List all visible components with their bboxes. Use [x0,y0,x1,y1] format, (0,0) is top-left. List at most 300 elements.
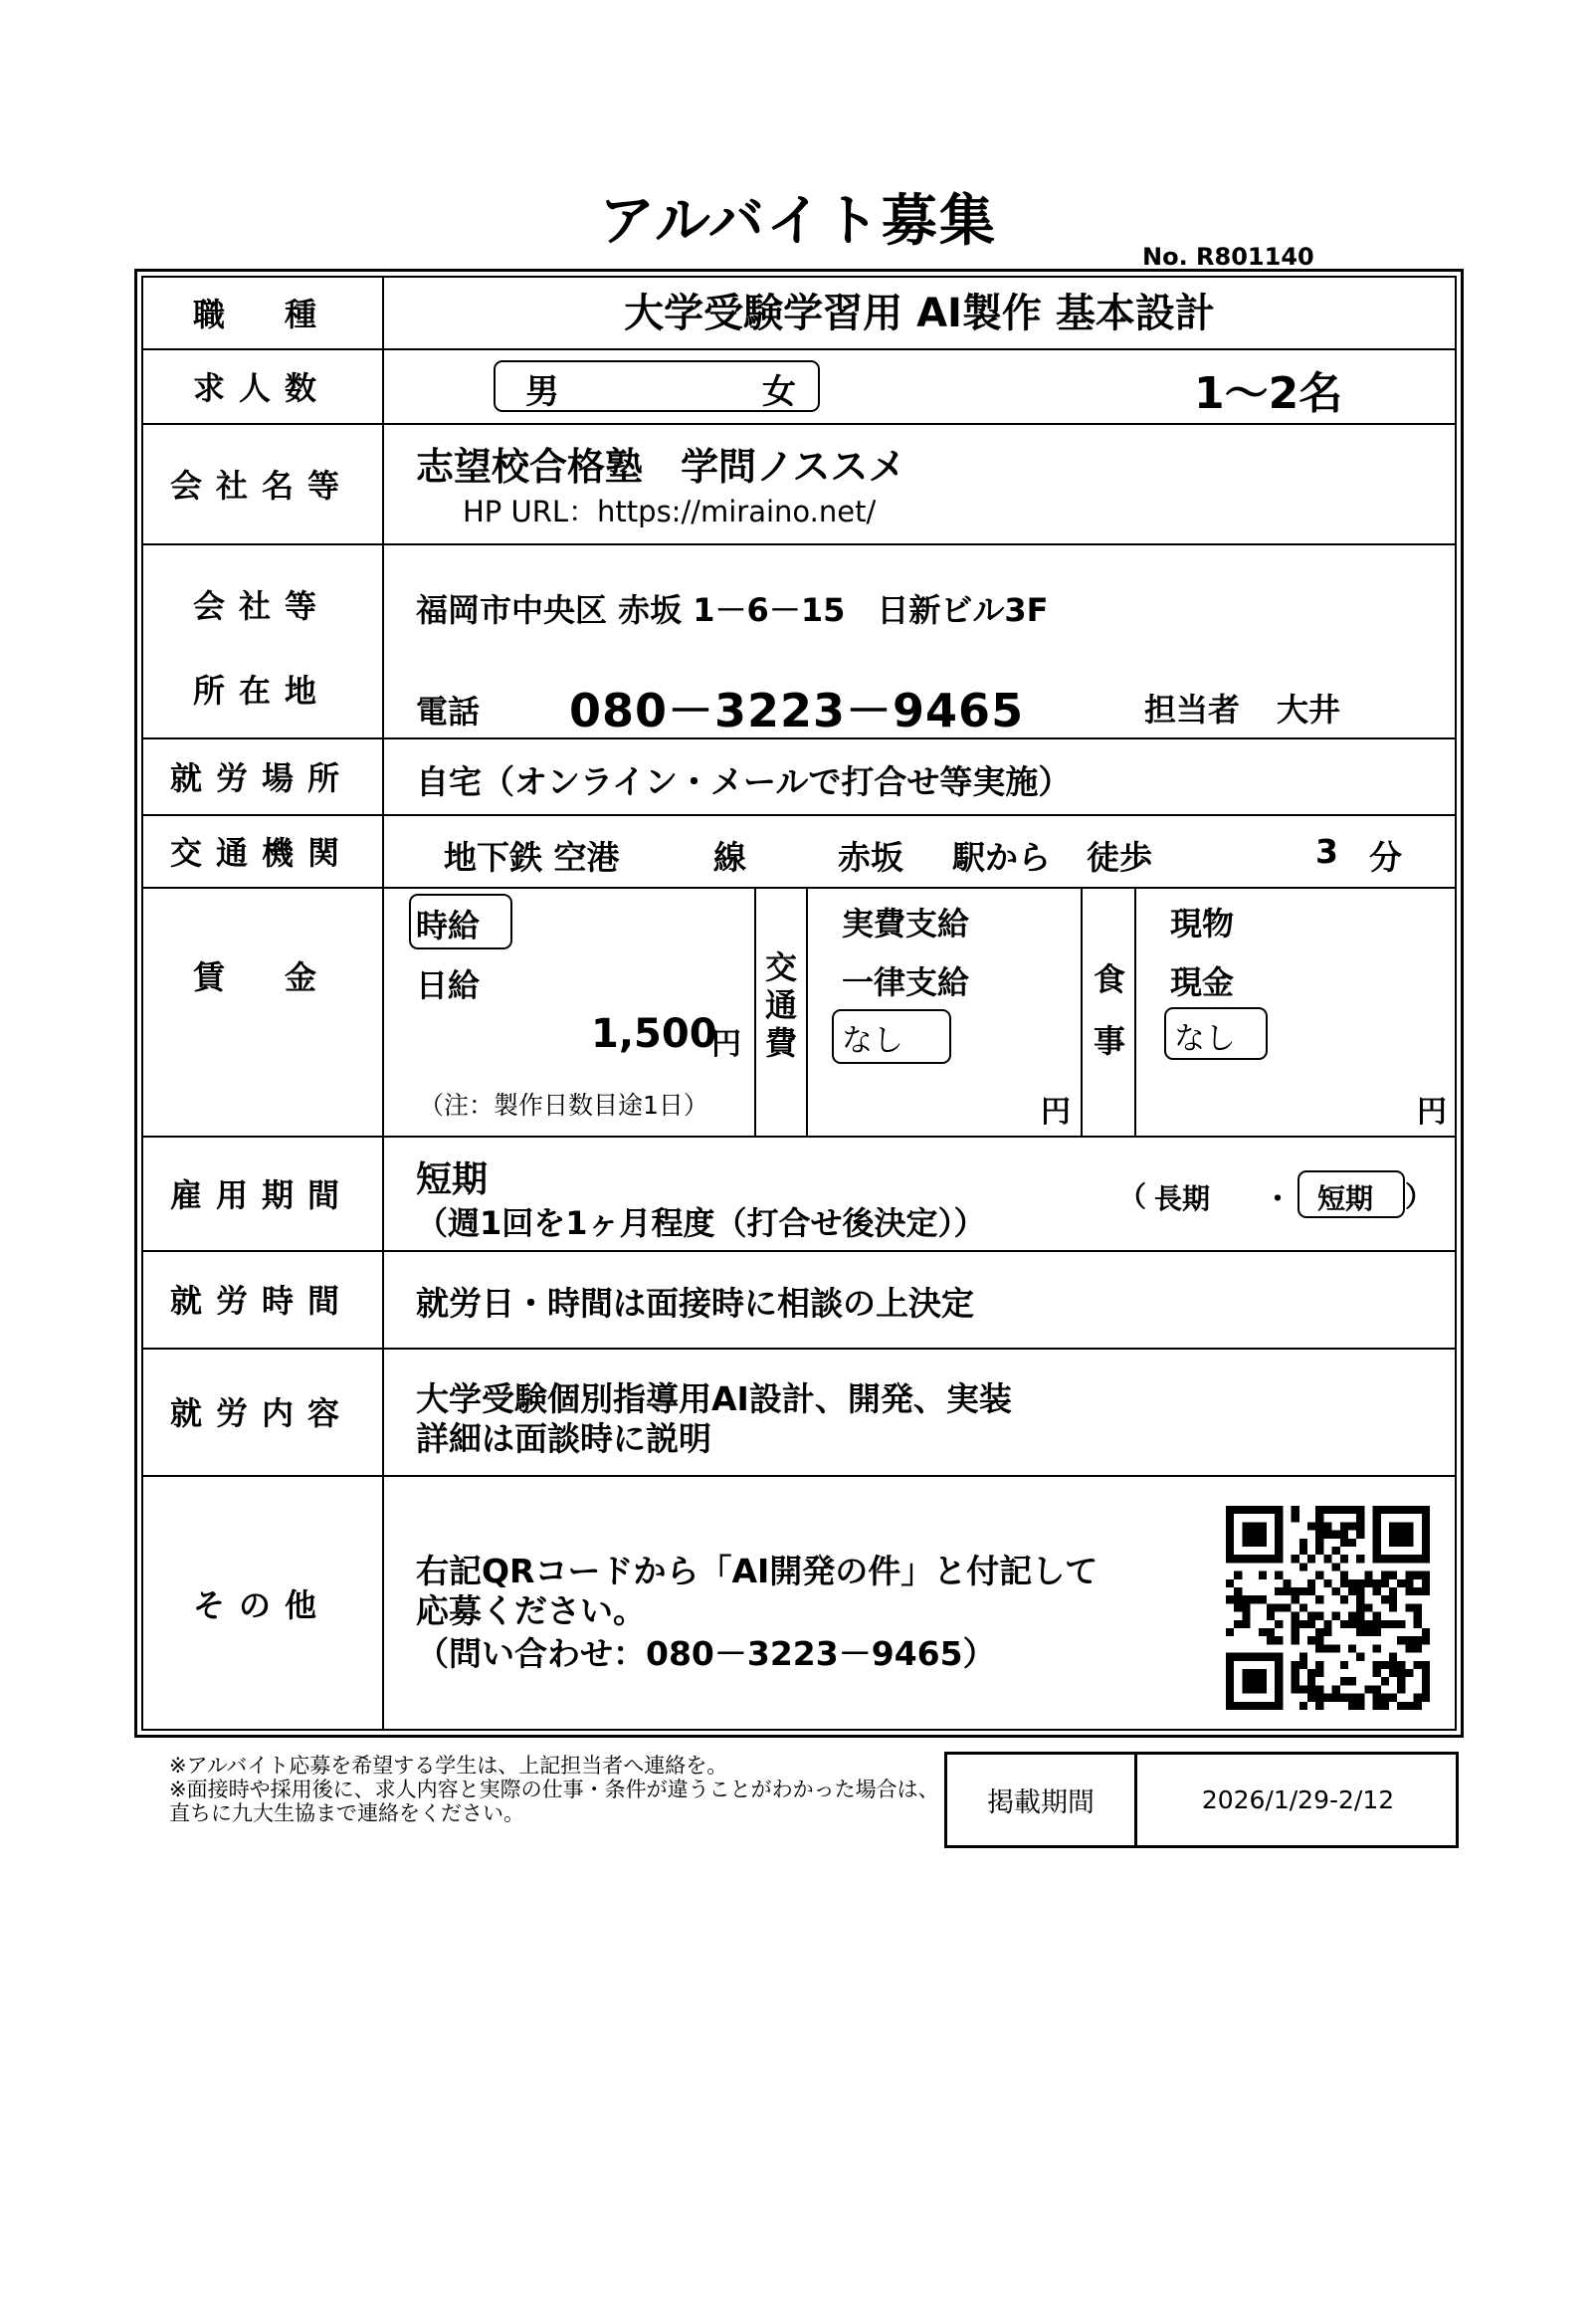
qr-module [1234,1555,1242,1563]
qr-module [1397,1685,1405,1693]
qr-code-icon[interactable] [1226,1506,1430,1710]
meal-yen: 円 [1417,1095,1447,1130]
qr-module [1389,1539,1397,1547]
qr-module [1315,1514,1323,1522]
transport-line-suffix: 線 [713,838,746,877]
qr-module [1373,1555,1381,1563]
qr-module [1267,1506,1275,1514]
qr-module [1389,1555,1397,1563]
qr-module [1283,1579,1291,1587]
qr-module [1234,1653,1242,1661]
qr-module [1422,1694,1430,1702]
qr-module [1259,1702,1267,1710]
qr-module [1251,1531,1259,1539]
qr-module [1405,1531,1413,1539]
qr-module [1299,1563,1307,1571]
qr-module [1275,1620,1283,1628]
qr-module [1332,1563,1340,1571]
qr-module [1348,1539,1356,1547]
qr-module [1397,1522,1405,1530]
qr-module [1389,1661,1397,1669]
qr-module [1251,1522,1259,1530]
qr-module [1405,1587,1413,1595]
qr-module [1373,1506,1381,1514]
qr-module [1348,1702,1356,1710]
qr-module [1315,1669,1323,1677]
qr-module [1259,1685,1267,1693]
phone-number[interactable]: 080－3223－9465 [569,684,1025,737]
qr-module [1315,1572,1323,1579]
qr-module [1259,1506,1267,1514]
qr-module [1242,1555,1250,1563]
qr-module [1340,1677,1348,1685]
qr-module [1356,1702,1364,1710]
qr-module [1348,1694,1356,1702]
qr-module [1307,1579,1315,1587]
qr-module [1332,1694,1340,1702]
qr-module [1323,1694,1331,1702]
qr-module [1397,1677,1405,1685]
qr-module [1307,1587,1315,1595]
label-openings [141,348,382,423]
transport-minutes-unit: 分 [1369,838,1402,877]
qr-module [1242,1669,1250,1677]
qr-module [1405,1539,1413,1547]
qr-module [1340,1661,1348,1669]
qr-module [1226,1653,1234,1661]
gender-male: 男 [525,372,559,412]
qr-module [1315,1531,1323,1539]
qr-module [1292,1612,1299,1620]
qr-module [1292,1555,1299,1563]
label-location-text1: 会社等 [192,587,330,625]
qr-module [1389,1603,1397,1611]
qr-module [1292,1514,1299,1522]
qr-module [1242,1603,1250,1611]
qr-module [1381,1620,1389,1628]
qr-module [1348,1677,1356,1685]
qr-module [1292,1661,1299,1669]
label-workplace-text: 就労場所 [169,758,353,797]
qr-module [1307,1677,1315,1685]
qr-module [1414,1587,1422,1595]
qr-module [1373,1644,1381,1652]
qr-module [1259,1669,1267,1677]
qr-module [1251,1595,1259,1603]
qr-module [1340,1694,1348,1702]
address: 福岡市中央区 赤坂 1－6－15 日新ビル3F [416,591,1049,629]
label-other-text: その他 [192,1585,330,1624]
qr-module [1373,1685,1381,1693]
qr-module [1292,1677,1299,1685]
qr-module [1381,1579,1389,1587]
period-dot: ・ [1264,1182,1293,1215]
qr-module [1242,1522,1250,1530]
qr-module [1242,1506,1250,1514]
qr-module [1405,1579,1413,1587]
qr-module [1267,1636,1275,1644]
qr-module [1381,1702,1389,1710]
qr-module [1364,1603,1372,1611]
qr-module [1414,1620,1422,1628]
label-wage-text: 賃 金 [192,958,330,996]
qr-module [1275,1669,1283,1677]
transport-fee-label-text: 交通費 [764,948,797,1062]
qr-module [1292,1587,1299,1595]
qr-module [1414,1603,1422,1611]
qr-module [1356,1579,1364,1587]
qr-module [1226,1579,1234,1587]
qr-module [1422,1661,1430,1669]
qr-module [1340,1595,1348,1603]
qr-module [1307,1612,1315,1620]
qr-module [1226,1694,1234,1702]
transport-minutes: 3 [1315,832,1338,871]
qr-module [1275,1603,1283,1611]
openings-count: 1～2名 [1194,368,1343,419]
qr-module [1332,1547,1340,1555]
qr-module [1315,1595,1323,1603]
qr-module [1259,1555,1267,1563]
qr-module [1348,1506,1356,1514]
qr-module [1414,1702,1422,1710]
qr-module [1389,1620,1397,1628]
qr-module [1348,1620,1356,1628]
qr-module [1275,1547,1283,1555]
transport-none: なし [842,1023,903,1059]
qr-module [1323,1628,1331,1636]
qr-module [1422,1587,1430,1595]
qr-module [1422,1522,1430,1530]
qr-module [1422,1531,1430,1539]
label-content-text: 就労内容 [169,1394,353,1432]
qr-module [1292,1620,1299,1628]
qr-module [1315,1539,1323,1547]
qr-module [1315,1685,1323,1693]
qr-module [1422,1636,1430,1644]
qr-module [1405,1522,1413,1530]
qr-module [1389,1522,1397,1530]
qr-module [1397,1579,1405,1587]
qr-module [1275,1661,1283,1669]
qr-module [1226,1595,1234,1603]
qr-module [1292,1506,1299,1514]
meal-label [1087,948,1132,1072]
qr-module [1251,1685,1259,1693]
qr-module [1340,1555,1348,1563]
qr-module [1381,1555,1389,1563]
qr-module [1242,1612,1250,1620]
qr-module [1242,1531,1250,1539]
qr-module [1323,1644,1331,1652]
transport-fee-label [760,948,802,1062]
qr-module [1389,1587,1397,1595]
qr-module [1348,1644,1356,1652]
publication-label: 掲載期間 [987,1787,1095,1818]
qr-module [1389,1506,1397,1514]
qr-module [1259,1572,1267,1579]
qr-module [1251,1677,1259,1685]
contact-label: 担当者 [1144,691,1241,729]
qr-module [1373,1539,1381,1547]
contact-name: 大井 [1277,691,1341,729]
qr-module [1234,1620,1242,1628]
label-transport-text: 交通機関 [169,833,353,872]
qr-module [1251,1669,1259,1677]
label-other [141,1475,382,1731]
qr-module [1283,1603,1291,1611]
qr-module [1356,1531,1364,1539]
qr-module [1422,1572,1430,1579]
qr-module [1373,1514,1381,1522]
qr-module [1348,1579,1356,1587]
qr-module [1397,1661,1405,1669]
qr-module [1307,1620,1315,1628]
qr-module [1356,1506,1364,1514]
qr-module [1422,1628,1430,1636]
wage-amount: 1,500 [591,1011,717,1057]
footer-notes [169,1754,945,1825]
wage-daily: 日給 [416,966,481,1004]
qr-module [1340,1572,1348,1579]
job-type-value: 大学受験学習用 AI製作 基本設計 [624,291,1215,336]
qr-module [1267,1702,1275,1710]
qr-module [1340,1506,1348,1514]
qr-module [1292,1595,1299,1603]
qr-module [1381,1595,1389,1603]
qr-module [1332,1531,1340,1539]
qr-module [1389,1595,1397,1603]
qr-module [1267,1653,1275,1661]
qr-module [1356,1595,1364,1603]
qr-module [1381,1677,1389,1685]
qr-module [1373,1531,1381,1539]
qr-module [1283,1587,1291,1595]
period-short: 短期 [1317,1182,1374,1215]
publication-value: 2026/1/29-2/12 [1201,1785,1395,1814]
qr-module [1356,1653,1364,1661]
qr-module [1323,1506,1331,1514]
qr-module [1356,1612,1364,1620]
qr-module [1389,1694,1397,1702]
label-hours [141,1250,382,1348]
qr-module [1234,1603,1242,1611]
qr-module [1373,1587,1381,1595]
qr-module [1259,1677,1267,1685]
qr-module [1307,1694,1315,1702]
qr-module [1315,1506,1323,1514]
qr-module [1348,1522,1356,1530]
qr-module [1323,1555,1331,1563]
label-hours-text: 就労時間 [169,1282,353,1320]
label-period-text: 雇用期間 [169,1175,353,1214]
qr-module [1226,1702,1234,1710]
qr-module [1405,1555,1413,1563]
label-location-line1 [141,572,382,636]
qr-module [1234,1595,1242,1603]
qr-module [1307,1669,1315,1677]
qr-module [1422,1685,1430,1693]
qr-module [1267,1612,1275,1620]
wage-divider [1134,887,1136,1136]
qr-module [1259,1628,1267,1636]
period-long: 長期 [1154,1182,1211,1215]
qr-module [1414,1644,1422,1652]
label-openings-text: 求人数 [192,368,330,407]
qr-module [1251,1539,1259,1547]
qr-module [1405,1603,1413,1611]
qr-module [1267,1603,1275,1611]
qr-module [1315,1694,1323,1702]
transport-station: 赤坂 [838,838,903,877]
qr-module [1299,1603,1307,1611]
qr-module [1397,1702,1405,1710]
qr-module [1356,1620,1364,1628]
qr-module [1234,1572,1242,1579]
qr-module [1275,1702,1283,1710]
qr-module [1381,1661,1389,1669]
qr-module [1307,1636,1315,1644]
qr-module [1389,1653,1397,1661]
qr-module [1299,1587,1307,1595]
qr-module [1364,1572,1372,1579]
footer-note: ※面接時や採用後に、求人内容と実際の仕事・条件が違うことがわかった場合は、直ちに九大生協まで連絡をください。 [169,1778,939,1825]
qr-module [1356,1628,1364,1636]
qr-module [1242,1539,1250,1547]
qr-module [1242,1677,1250,1685]
qr-module [1275,1636,1283,1644]
qr-module [1364,1620,1372,1628]
qr-module [1323,1620,1331,1628]
label-job-type [141,276,382,348]
transport-from-station: 駅から [952,838,1051,877]
qr-module [1226,1661,1234,1669]
qr-module [1275,1522,1283,1530]
qr-module [1397,1531,1405,1539]
qr-module [1226,1514,1234,1522]
qr-module [1226,1628,1234,1636]
other-line3: （問い合わせ：080－3223－9465） [416,1634,996,1673]
label-content [141,1348,382,1475]
qr-module [1275,1555,1283,1563]
qr-module [1414,1572,1422,1579]
qr-module [1422,1547,1430,1555]
qr-module [1422,1514,1430,1522]
qr-module [1299,1620,1307,1628]
qr-module [1356,1694,1364,1702]
document-number: No. R801140 [1142,243,1314,271]
label-location-line2 [141,657,382,721]
period-close-paren: ） [1405,1180,1434,1213]
qr-module [1275,1587,1283,1595]
qr-module [1251,1555,1259,1563]
qr-module [1323,1531,1331,1539]
label-column-divider [382,276,384,1731]
content-line2: 詳細は面談時に説明 [416,1419,711,1458]
company-url[interactable]: HP URL：https://miraino.net/ [463,495,877,528]
qr-module [1275,1539,1283,1547]
transport-yen: 円 [1041,1095,1071,1130]
qr-module [1226,1685,1234,1693]
qr-module [1332,1685,1340,1693]
wage-hourly: 時給 [416,907,481,944]
qr-module [1356,1603,1364,1611]
qr-module [1397,1555,1405,1563]
qr-module [1315,1612,1323,1620]
qr-module [1299,1685,1307,1693]
qr-module [1242,1685,1250,1693]
qr-module [1275,1677,1283,1685]
meal-inkind: 現物 [1170,905,1235,943]
transport-flat: 一律支給 [842,963,970,1001]
qr-module [1340,1531,1348,1539]
qr-module [1226,1547,1234,1555]
qr-module [1422,1669,1430,1677]
content-line1: 大学受験個別指導用AI設計、開発、実装 [416,1379,1012,1418]
wage-divider [806,887,808,1136]
qr-module [1397,1539,1405,1547]
qr-module [1275,1685,1283,1693]
qr-module [1389,1572,1397,1579]
qr-module [1275,1694,1283,1702]
qr-module [1226,1677,1234,1685]
qr-module [1299,1653,1307,1661]
qr-module [1405,1669,1413,1677]
qr-module [1242,1620,1250,1628]
qr-module [1315,1661,1323,1669]
period-detail: （週1回を1ヶ月程度（打合せ後決定）） [416,1204,986,1242]
qr-module [1299,1539,1307,1547]
qr-module [1292,1636,1299,1644]
workplace-value: 自宅（オンライン・メールで打合せ等実施） [416,762,1072,801]
hours-value: 就労日・時間は面接時に相談の上決定 [416,1284,974,1323]
qr-module [1226,1555,1234,1563]
qr-module [1405,1506,1413,1514]
qr-module [1251,1506,1259,1514]
qr-module [1364,1628,1372,1636]
qr-module [1414,1506,1422,1514]
qr-module [1381,1572,1389,1579]
qr-module [1356,1514,1364,1522]
qr-module [1307,1522,1315,1530]
qr-module [1373,1702,1381,1710]
qr-module [1422,1579,1430,1587]
qr-module [1226,1539,1234,1547]
qr-module [1389,1531,1397,1539]
label-period [141,1136,382,1250]
qr-module [1259,1595,1267,1603]
qr-module [1226,1531,1234,1539]
other-line1: 右記QRコードから「AI開発の件」と付記して [416,1552,1098,1590]
qr-module [1323,1579,1331,1587]
qr-module [1307,1555,1315,1563]
qr-module [1348,1612,1356,1620]
qr-module [1373,1547,1381,1555]
qr-module [1381,1694,1389,1702]
qr-module [1299,1547,1307,1555]
qr-module [1397,1669,1405,1677]
qr-module [1373,1620,1381,1628]
qr-module [1315,1628,1323,1636]
qr-module [1340,1620,1348,1628]
wage-divider [754,887,756,1136]
other-line2: 応募ください。 [416,1591,646,1630]
qr-module [1356,1587,1364,1595]
qr-module [1340,1579,1348,1587]
row-divider [141,887,1457,889]
qr-module [1275,1506,1283,1514]
qr-module [1340,1539,1348,1547]
